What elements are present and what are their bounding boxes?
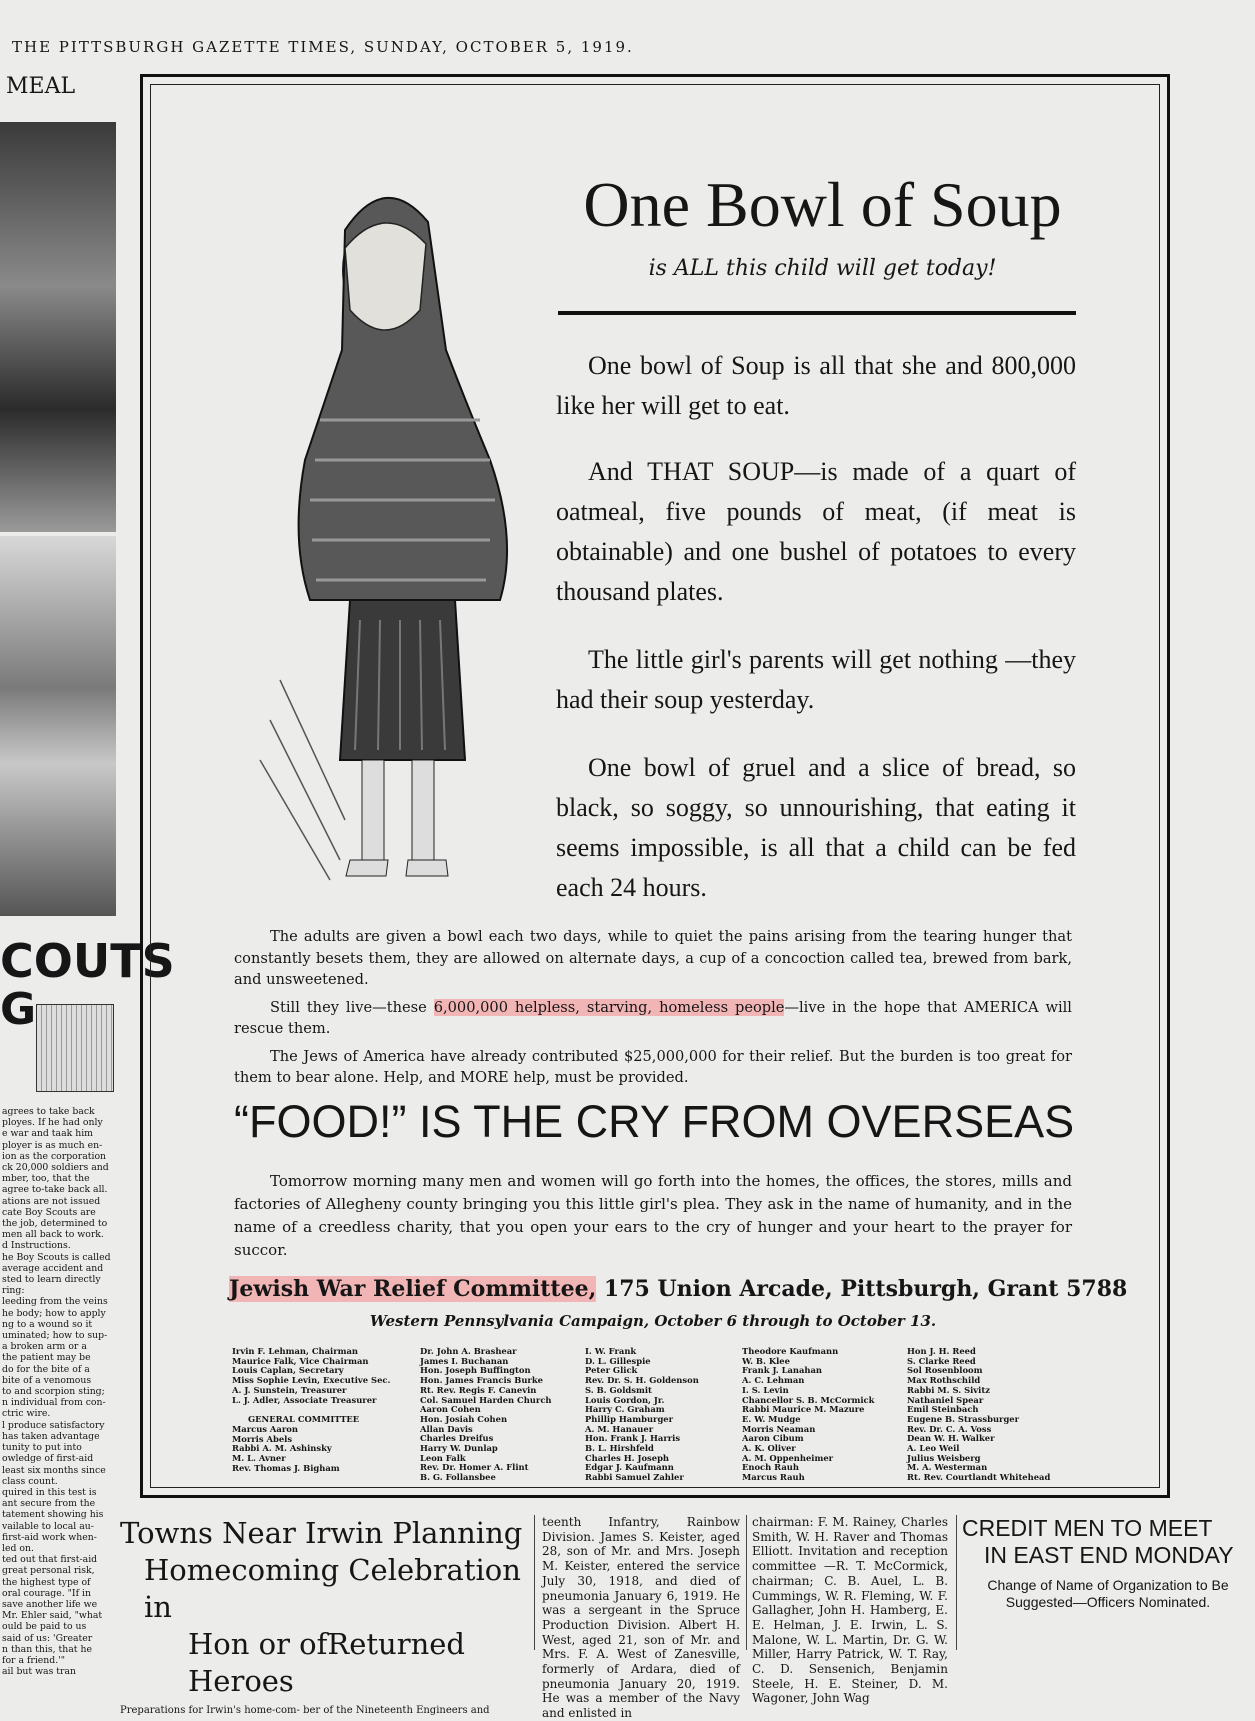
left-column-line: tatement showing his <box>2 1509 104 1521</box>
committee-member: Dean W. H. Walker <box>907 1433 995 1444</box>
committee-member: Nathaniel Spear <box>907 1394 984 1405</box>
left-column-line: owledge of first-aid <box>2 1453 94 1465</box>
left-photo-bottom <box>0 536 116 916</box>
committee-member: Emil Steinbach <box>907 1404 979 1415</box>
committee-officer: Maurice Falk, Vice Chairman <box>232 1355 369 1366</box>
committee-member: Theodore Kaufmann <box>742 1346 839 1356</box>
committee-member: James I. Buchanan <box>420 1355 509 1366</box>
committee-member: Allan Davis <box>420 1423 473 1434</box>
committee-member: Julius Weisberg <box>907 1452 981 1463</box>
keister-column: teenth Infantry, Rainbow Division. James S. Keister, aged 28, son of Mr. and Mrs. Joseph M. Keister, entered the service July 30, 1918, and died of pneumonia January 6, 1919. He was a sergeant in the Spruce Production Division. Albert H. West, aged 21, son of Mr. and Mrs. F. A. West of Zanesville, formerly of Ardara, died of pneumonia January 20, 1919. He was a member of the Navy and enlisted in <box>542 1515 740 1721</box>
committee-officer: Irvin F. Lehman, Chairman <box>232 1346 358 1356</box>
left-column-line: he body; how to apply <box>2 1307 106 1319</box>
committee-member: Hon. Joseph Buffington <box>420 1365 531 1376</box>
left-column-line: a broken arm or a <box>2 1341 87 1353</box>
scout-illustration <box>36 1004 114 1092</box>
committee-member: A. M. Hanauer <box>585 1423 654 1434</box>
masthead: THE PITTSBURGH GAZETTE TIMES, SUNDAY, OCTOBER 5, 1919. <box>12 38 634 56</box>
committee-member: Edgar J. Kaufmann <box>585 1462 674 1473</box>
committee-member: Rabbi Samuel Zahler <box>585 1472 684 1483</box>
committee-member: Aaron Cibum <box>742 1433 804 1444</box>
committee-member: Peter Glick <box>585 1365 638 1376</box>
left-column-text <box>2 1106 118 1677</box>
left-column-line: he Boy Scouts is called <box>2 1251 111 1263</box>
committee-member: Rev. Dr. C. A. Voss <box>907 1423 992 1434</box>
left-column-line: the patient may be <box>2 1352 91 1364</box>
body-paragraph-2: And THAT SOUP—is made of a quart of oatmeal, five pounds of meat, (if meat is obtainable) and one bushel of potatoes to every thousand plates. <box>556 457 1076 606</box>
left-column-line: men all back to work. <box>2 1229 104 1241</box>
committee-member: Dr. John A. Brashear <box>420 1346 517 1356</box>
left-column-line: vailable to local au- <box>2 1520 94 1532</box>
left-headline: MEAL <box>6 74 76 99</box>
left-column-line: Mr. Ehler said, "what <box>2 1610 103 1622</box>
still-they-live-post: —live in the hope that AMERICA will rescue them. <box>234 998 1072 1037</box>
left-column-line: tunity to put into <box>2 1442 82 1454</box>
committee-member: I. W. Frank <box>585 1346 637 1356</box>
scouts-heading: COUTS <box>0 934 175 988</box>
small-paragraphs <box>234 926 1072 1095</box>
left-column-line: least six months since <box>2 1464 106 1476</box>
left-column-line: ail but was tran <box>2 1666 77 1678</box>
committee-member: Rabbi Maurice M. Mazure <box>742 1404 865 1415</box>
names-column-5 <box>907 1347 1050 1483</box>
committee-member: W. B. Klee <box>742 1355 790 1366</box>
irwin-headline-line-3: Hon or ofReturned Heroes <box>188 1627 465 1698</box>
committee-member: Hon. Frank J. Harris <box>585 1433 681 1444</box>
committee-member: Louis Gordon, Jr. <box>585 1394 665 1405</box>
committee-officer: Miss Sophie Levin, Executive Sec. <box>232 1375 391 1386</box>
committee-line <box>229 1276 1128 1302</box>
committee-member: Rev. Thomas J. Bigham <box>232 1462 340 1473</box>
committee-member: Rabbi M. S. Sivitz <box>907 1384 990 1395</box>
highlight-people: 6,000,000 helpless, starving, homeless people <box>433 998 785 1016</box>
jews-of-america-paragraph: The Jews of America have already contributed $25,000,000 for their relief. But the burden is too great for them to bear alone. Help, and MORE help, must be provided. <box>234 1047 1072 1086</box>
left-column-line: ted out that first-aid <box>2 1554 98 1566</box>
committee-member: S. B. Goldsmit <box>585 1384 652 1395</box>
preparations-line: Preparations for Irwin's home-com- ber of the Nineteenth Engineers and <box>120 1705 490 1716</box>
committee-member: Frank J. Lanahan <box>742 1365 823 1376</box>
committee-member: Sol Rosenbloom <box>907 1365 983 1376</box>
committee-member: Harry C. Graham <box>585 1404 665 1415</box>
committee-member: E. W. Mudge <box>742 1413 801 1424</box>
general-committee-list <box>232 1425 390 1474</box>
left-column-line: l produce satisfactory <box>2 1419 105 1431</box>
ad-subhead: is ALL this child will get today! <box>648 256 997 281</box>
committee-member: Aaron Cohen <box>420 1404 481 1415</box>
left-column-line: n than this, that he <box>2 1643 92 1655</box>
committee-officer: Louis Caplan, Secretary <box>232 1365 344 1376</box>
committee-member: M. L. Avner <box>232 1453 286 1464</box>
credit-heading-2: IN EAST END MONDAY <box>984 1542 1234 1568</box>
committee-member: Rev. Dr. S. H. Goldenson <box>585 1375 699 1386</box>
child-illustration <box>250 160 570 920</box>
committee-member: Harry W. Dunlap <box>420 1443 498 1454</box>
committee-member: Hon. James Francis Burke <box>420 1375 543 1386</box>
body-paragraph-3: The little girl's parents will get nothing —they had their soup yesterday. <box>556 645 1076 714</box>
committee-member: Col. Samuel Harden Church <box>420 1394 552 1405</box>
left-column-line: ck 20,000 soldiers and <box>2 1162 109 1174</box>
headline-rule <box>558 311 1076 315</box>
left-photo-top <box>0 122 116 532</box>
left-column-line: sted to learn directly <box>2 1274 101 1286</box>
column-divider-3 <box>956 1515 957 1650</box>
committee-member: A. M. Oppenheimer <box>742 1452 834 1463</box>
names-column-3 <box>585 1347 699 1483</box>
left-column-line: mber, too, that the <box>2 1173 90 1185</box>
committee-member: Rt. Rev. Regis F. Canevin <box>420 1384 537 1395</box>
committee-member: A. Leo Weil <box>907 1443 960 1454</box>
left-column-line: d Instructions. <box>2 1240 71 1252</box>
irwin-headline <box>120 1515 530 1716</box>
credit-men-article <box>962 1515 1254 1650</box>
irwin-headline-line-2: Homecoming Celebration in <box>144 1553 521 1624</box>
names-column-1 <box>232 1347 390 1473</box>
committee-member: Morris Abels <box>232 1433 293 1444</box>
left-column-line: led on. <box>2 1542 34 1554</box>
committee-address: 175 Union Arcade, Pittsburgh, Grant 5788 <box>596 1276 1128 1302</box>
officers-list <box>232 1347 390 1405</box>
left-column-line: first-aid work when- <box>2 1531 97 1543</box>
committee-member: Max Rothschild <box>907 1375 981 1386</box>
committee-member: Morris Neaman <box>742 1423 816 1434</box>
left-column-line: ion as the corporation <box>2 1150 107 1162</box>
committee-officer: L. J. Adler, Associate Treasurer <box>232 1394 377 1405</box>
column-divider-2 <box>746 1515 747 1650</box>
left-column-line: oral courage. "If in <box>2 1587 91 1599</box>
tomorrow-paragraph: Tomorrow morning many men and women will go forth into the homes, the offices, the stores, mills and factories of Allegheny county bringing you this little girl's plea. They ask in the name of humanity, and in the name of a creedless charity, that you open your ears to the cry of hunger and your heart to the prayer for succor. <box>234 1172 1072 1259</box>
committee-member: Charles Dreifus <box>420 1433 494 1444</box>
committee-member: Marcus Aaron <box>232 1423 298 1434</box>
names-column-2 <box>420 1347 552 1483</box>
left-column-line: leeding from the veins <box>2 1296 108 1308</box>
committee-member: Eugene B. Strassburger <box>907 1413 1020 1424</box>
left-column-line: cate Boy Scouts are <box>2 1206 96 1218</box>
credit-heading-1: CREDIT MEN TO MEET <box>962 1515 1213 1541</box>
left-column-line: uminated; how to sup- <box>2 1330 108 1342</box>
committee-member: A. C. Lehman <box>742 1375 805 1386</box>
committee-member: B. L. Hirshfeld <box>585 1443 654 1454</box>
left-column-line: to and scorpion sting; <box>2 1386 105 1398</box>
committee-member: S. Clarke Reed <box>907 1355 976 1366</box>
committee-name-highlight: Jewish War Relief Committee, <box>229 1276 597 1302</box>
adults-paragraph: The adults are given a bowl each two days, while to quiet the pains arising from the tearing hunger that constantly besets them, they are allowed on alternate days, a cup of a concoction called tea, brewed from bark, and unsweetened. <box>234 928 1072 988</box>
irwin-headline-line-1: Towns Near Irwin Planning <box>120 1516 523 1550</box>
left-column-line: great personal risk, <box>2 1565 95 1577</box>
left-column-line: do for the bite of a <box>2 1363 90 1375</box>
still-they-live-paragraph <box>234 997 1072 1040</box>
credit-subheading: Change of Name of Organization to Be Suggested—Officers Nominated. <box>987 1577 1229 1610</box>
left-column-line: the highest type of <box>2 1576 91 1588</box>
left-column-line: class count. <box>2 1475 58 1487</box>
body-paragraph-1: One bowl of Soup is all that she and 800,000 like her will get to eat. <box>556 351 1076 420</box>
left-column-line: ctric wire. <box>2 1408 51 1420</box>
committee-member: D. L. Gillespie <box>585 1355 651 1366</box>
left-column-line: ployer is as much en- <box>2 1139 103 1151</box>
left-column-line: ployes. If he had only <box>2 1117 103 1129</box>
left-column-line: ring: <box>2 1285 25 1297</box>
names-column-4 <box>742 1347 874 1483</box>
committee-member: Chancellor S. B. McCormick <box>742 1394 875 1405</box>
left-column-line: quired in this test is <box>2 1486 97 1498</box>
left-column-line: e war and taak him <box>2 1128 93 1140</box>
committee-member: Rabbi A. M. Ashinsky <box>232 1443 332 1454</box>
ad-headline: One Bowl of Soup <box>583 169 1062 240</box>
general-committee-label: GENERAL COMMITTEE <box>248 1414 360 1425</box>
left-column-line: has taken advantage <box>2 1430 100 1442</box>
column-divider-1 <box>534 1515 535 1650</box>
committee-member: I. S. Levin <box>742 1384 789 1395</box>
left-column-line: ant secure from the <box>2 1498 96 1510</box>
left-column-line: ould be paid to us <box>2 1621 87 1633</box>
left-column-line: agree to-take back all. <box>2 1184 108 1196</box>
committee-member: Hon. Josiah Cohen <box>420 1413 508 1424</box>
left-column-line: agrees to take back <box>2 1106 95 1117</box>
still-they-live-pre: Still they live—these <box>270 998 434 1016</box>
committee-member: B. G. Follansbee <box>420 1472 496 1483</box>
left-column-line: said of us: 'Greater <box>2 1632 93 1644</box>
committee-member: Leon Falk <box>420 1452 466 1463</box>
left-column-line: ng to a wound so it <box>2 1318 93 1330</box>
campaign-line: Western Pennsylvania Campaign, October 6 through to October 13. <box>369 1312 937 1330</box>
committee-member: A. K. Oliver <box>742 1443 796 1454</box>
committee-member: Enoch Rauh <box>742 1462 799 1473</box>
committee-member: Rev. Dr. Homer A. Flint <box>420 1462 529 1473</box>
body-paragraph-4: One bowl of gruel and a slice of bread, so black, so soggy, so unnourishing, that eating it seems impossible, is all that a child can be fed each 24 hours. <box>556 753 1076 902</box>
bottom-section <box>120 1515 1255 1721</box>
left-column-line: for a friend.'" <box>2 1654 66 1666</box>
left-column-line: ations are not issued <box>2 1195 101 1207</box>
committee-member: Hon J. H. Reed <box>907 1346 976 1356</box>
committee-member: Charles H. Joseph <box>585 1452 670 1463</box>
committee-member: M. A. Westerman <box>907 1462 988 1473</box>
food-cry-heading: “FOOD!” IS THE CRY FROM OVERSEAS <box>234 1096 1075 1147</box>
left-column-line: the job, determined to <box>2 1218 108 1230</box>
left-column-line: average accident and <box>2 1262 104 1274</box>
committee-member: Marcus Rauh <box>742 1472 805 1483</box>
committee-member: Rt. Rev. Courtlandt Whitehead <box>907 1472 1051 1483</box>
scouts-heading-2: G <box>0 984 37 1035</box>
left-column-line: bite of a venomous <box>2 1374 92 1386</box>
committee-column: chairman: F. M. Rainey, Charles Smith, W. H. Raver and Thomas Elliott. Invitation and reception committee —R. T. McCormick, chairman; C. B. Auel, L. B. Cummings, W. R. Fleming, W. F. Gallagher, John H. Hamberg, E. E. Helman, J. E. Irwin, L. S. Malone, W. L. Martin, Dr. G. W. Miller, Harry Patrick, W. T. Ray, C. D. Sensenich, Benjamin Steele, H. E. Steiner, D. M. Wagoner, John Wag <box>752 1515 948 1706</box>
left-column-line: n individual from con- <box>2 1397 106 1409</box>
left-column-line: save another life we <box>2 1598 98 1610</box>
committee-member: Phillip Hamburger <box>585 1413 674 1424</box>
left-column <box>0 64 175 1678</box>
committee-officer: A. J. Sunstein, Treasurer <box>232 1384 347 1395</box>
